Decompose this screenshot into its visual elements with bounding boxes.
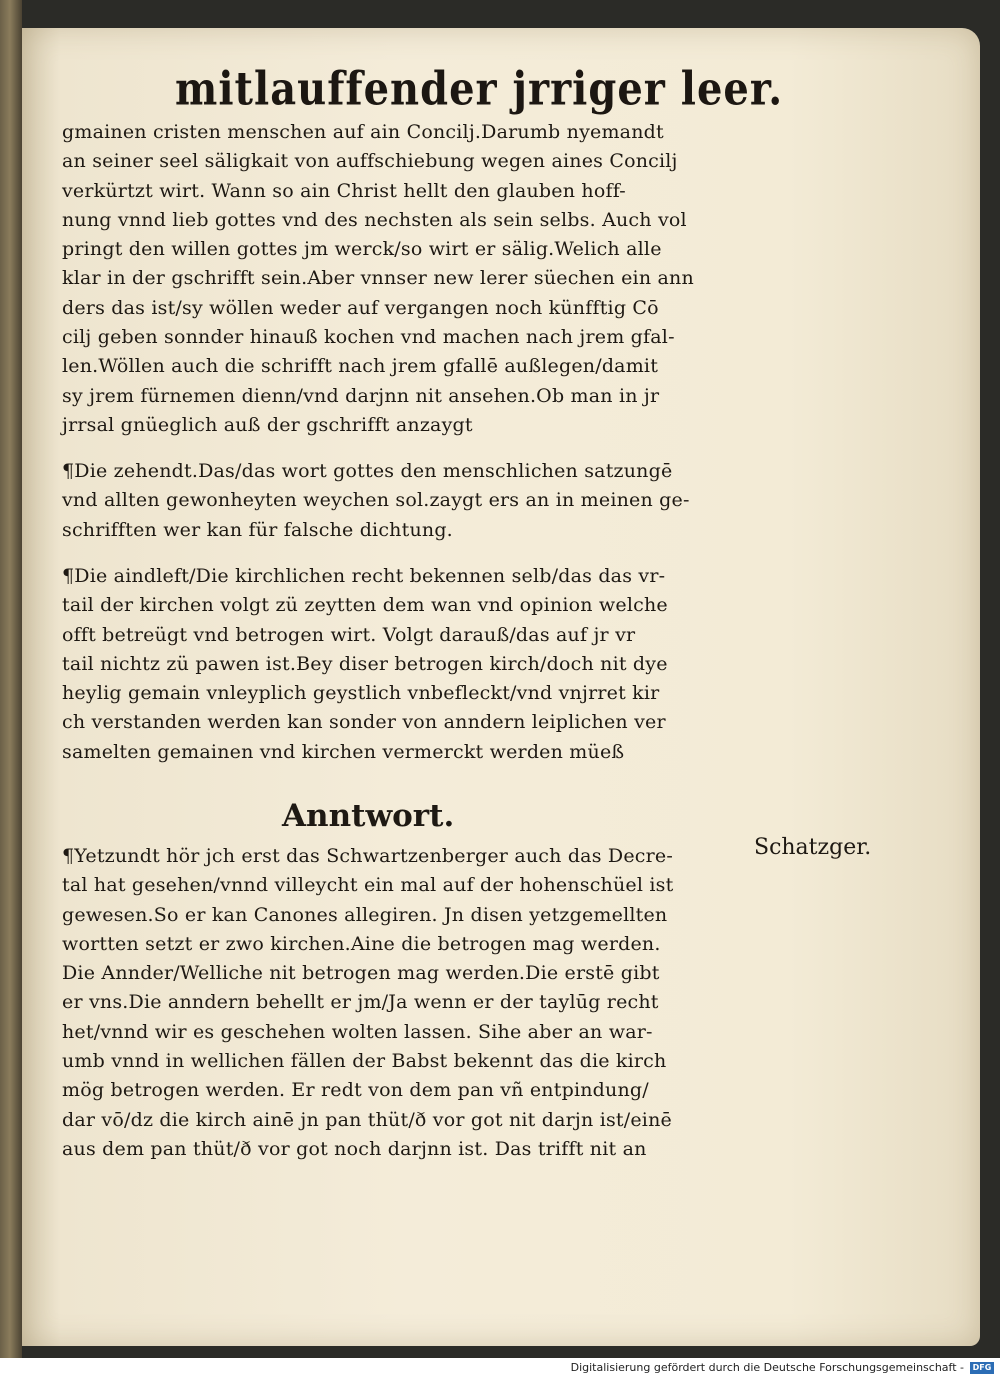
text-line: ¶Yetzundt hör jch erst das Schwartzenberger auch das Decre- (62, 845, 673, 867)
section-heading: Anntwort. (282, 798, 455, 834)
digitization-footer (571, 1361, 994, 1374)
text-line: offt betreügt vnd betrogen wirt. Volgt darauß/das auf jr vr (62, 623, 636, 646)
text-line: cilj geben sonnder hinauß kochen vnd machen nach jrem gfal- (62, 326, 675, 349)
text-line: klar in der gschrifft sein.Aber vnnser new lerer süechen ein ann (62, 267, 694, 290)
paragraph-1 (62, 118, 762, 440)
paragraph-2 (62, 457, 762, 545)
text-line: ders das ist/sy wöllen weder auf vergangen noch künfftig Cō (62, 296, 659, 319)
text-line: ch verstanden werden kan sonder von anndern leiplichen ver (62, 711, 666, 734)
text-line: ¶Die zehendt.Das/das wort gottes den menschlichen satzungē (62, 460, 673, 482)
book-cover-edge (0, 0, 22, 1358)
paragraph-3 (62, 562, 762, 767)
paragraph-4 (62, 842, 762, 1164)
running-header: mitlauffender jrriger leer. (175, 62, 784, 117)
text-line: er vns.Die anndern behellt er jm/Ja wenn er der taylūg recht (62, 991, 659, 1014)
text-line: Die Annder/Welliche nit betrogen mag werden.Die erstē gibt (62, 962, 660, 985)
text-line: mög betrogen werden. Er redt von dem pan vñ entpindung/ (62, 1079, 649, 1102)
text-line: gmainen cristen menschen auf ain Concilj.Darumb nyemandt (62, 121, 664, 143)
text-line: gewesen.So er kan Canones allegiren. Jn disen yetzgemellten (62, 903, 668, 926)
text-line: heylig gemain vnleyplich geystlich vnbefleckt/vnd vnjrret kir (62, 682, 660, 705)
text-line: sy jrem fürnemen dienn/vnd darjnn nit ansehen.Ob man in jr (62, 384, 660, 407)
text-line: wortten setzt er zwo kirchen.Aine die betrogen mag werden. (62, 932, 661, 955)
text-line: verkürtzt wirt. Wann so ain Christ hellt den glauben hoff- (62, 179, 626, 202)
dfg-logo: DFG (970, 1362, 994, 1374)
text-line: schrifften wer kan für falsche dichtung. (62, 518, 453, 541)
text-line: aus dem pan thüt/ð vor got noch darjnn ist. Das trifft nit an (62, 1137, 647, 1160)
text-line: nung vnnd lieb gottes vnd des nechsten als sein selbs. Auch vol (62, 208, 687, 231)
text-line: het/vnnd wir es geschehen wolten lassen. Sihe aber an war- (62, 1020, 653, 1043)
margin-note: Schatzger. (754, 835, 872, 860)
text-line: pringt den willen gottes jm werck/so wirt er sälig.Welich alle (62, 238, 662, 261)
text-line: umb vnnd in wellichen fällen der Babst bekennt das die kirch (62, 1050, 667, 1073)
text-line: tal hat gesehen/vnnd villeycht ein mal auf der hohenschüel ist (62, 874, 674, 897)
text-line: ¶Die aindleft/Die kirchlichen recht bekennen selb/das das vr- (62, 565, 666, 587)
text-line: an seiner seel säligkait von auffschiebung wegen aines Concilj (62, 150, 678, 173)
text-line: tail nichtz zü pawen ist.Bey diser betrogen kirch/doch nit dye (62, 652, 668, 675)
text-line: jrrsal gnüeglich auß der gschrifft anzaygt (62, 413, 473, 436)
text-line: samelten gemainen vnd kirchen vermerckt werden müeß (62, 740, 625, 763)
footer-text: Digitalisierung gefördert durch die Deutsche Forschungsgemeinschaft - (570, 1361, 964, 1374)
text-line: tail der kirchen volgt zü zeytten dem wan vnd opinion welche (62, 594, 668, 617)
text-line: vnd allten gewonheyten weychen sol.zaygt ers an in meinen ge- (62, 489, 690, 512)
text-line: len.Wöllen auch die schrifft nach jrem gfallē außlegen/damit (62, 355, 659, 378)
text-line: dar vō/dz die kirch ainē jn pan thüt/ð vor got nit darjn ist/einē (62, 1108, 672, 1131)
